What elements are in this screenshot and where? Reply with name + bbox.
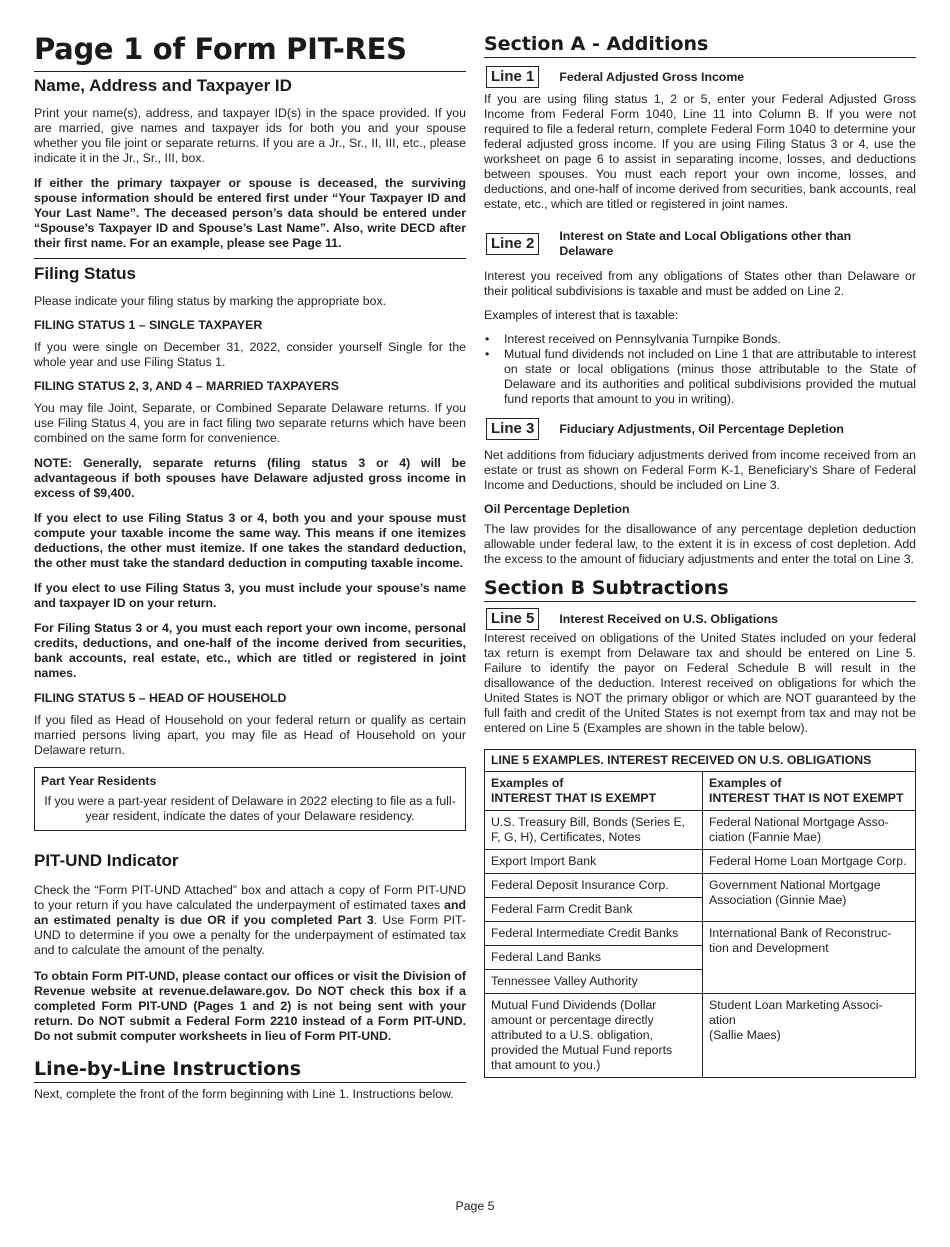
exempt-cell: Mutual Fund Dividends (Dollar amount or percentage directly attributed to a U.S. obligation, provided the Mutual Fund reports that amount to you.) xyxy=(485,994,703,1078)
column-header-exempt-line2: INTEREST THAT IS EXEMPT xyxy=(491,791,657,805)
line2-header xyxy=(486,229,916,259)
deceased-note: If either the primary taxpayer or spouse is deceased, the surviving spouse information should be entered first under “Your Taxpayer ID and Your Last Name”. The deceased person’s data should be entered under “Spouse’s Taxpayer ID and Spouse’s Last Name”. Also, write DECD after their first name. For an example, please see Page 11. xyxy=(34,176,466,250)
exempt-cell: Tennessee Valley Authority xyxy=(485,970,703,994)
line5-text: Interest received on obligations of the United States included on your federal tax return is exempt from Delaware tax and should be entered on Line 5. Failure to identify the payor on Federal Schedule B will result in the disallowance of the deduction. Interest received on obligations for which the United States is NOT the primary obligor or which are NOT guaranteed by the full faith and credit of the United States is not exempt from tax and may not be entered on Line 5 (Examples are shown in the table below). xyxy=(484,631,916,735)
line2-examples-intro: Examples of interest that is taxable: xyxy=(484,308,679,322)
part-year-text: If you were a part-year resident of Delaware in 2022 electing to file as a full-year resident, indicate the dates of your Delaware residency. xyxy=(44,794,456,823)
line1-box: Line 1 xyxy=(486,66,539,88)
pit-und-text-a: Check the “Form PIT-UND Attached” box and attach a copy of Form PIT-UND to your return if you have calculated the underpayment of estimated taxes xyxy=(34,883,466,912)
section-a-heading: Section A - Additions xyxy=(484,33,916,58)
line5-examples-table xyxy=(484,749,916,1078)
line2-text: Interest you received from any obligations of States other than Delaware or their political subdivisions is taxable and must be added on Line 2. xyxy=(484,269,916,298)
list-item: • Interest received on Pennsylvania Turnpike Bonds. xyxy=(504,332,916,347)
not-exempt-cell: Federal National Mortgage Asso-ciation (Fannie Mae) xyxy=(703,811,916,850)
line5-box: Line 5 xyxy=(486,608,539,630)
exempt-cell: U.S. Treasury Bill, Bonds (Series E, F, G, H), Certificates, Notes xyxy=(485,811,703,850)
note-separate-returns: NOTE: Generally, separate returns (filing status 3 or 4) will be advantageous if both spouses have Delaware adjusted gross income in excess of $9,400. xyxy=(34,456,466,500)
not-exempt-cell-line1: Student Loan Marketing Associ-ation xyxy=(709,998,883,1027)
pit-und-text xyxy=(34,883,466,958)
line2-title: Interest on State and Local Obligations other than Delaware xyxy=(559,229,852,258)
name-address-heading: Name, Address and Taxpayer ID xyxy=(34,76,292,95)
fs234-heading: FILING STATUS 2, 3, AND 4 – MARRIED TAXPAYERS xyxy=(34,379,339,393)
right-column xyxy=(484,0,916,1078)
page-title: Page 1 of Form PIT-RES xyxy=(34,32,407,66)
filing-status-intro: Please indicate your filing status by marking the appropriate box. xyxy=(34,294,387,308)
page-number: Page 5 xyxy=(455,1199,495,1213)
section-b-heading: Section B Subtractions xyxy=(484,577,916,602)
exempt-cell: Export Import Bank xyxy=(485,850,703,874)
column-header-exempt-line1: Examples of xyxy=(491,776,564,790)
not-exempt-cell: Government National Mortgage Association (Ginnie Mae) xyxy=(703,874,916,922)
line1-title: Federal Adjusted Gross Income xyxy=(559,69,745,84)
pit-und-text-c: . Use Form PIT-UND to determine if you owe a penalty for the underpayment of estimated tax and to calculate the amount of the penalty. xyxy=(34,913,466,957)
exempt-cell: Federal Intermediate Credit Banks xyxy=(485,922,703,946)
list-item: • Mutual fund dividends not included on Line 1 that are attributable to interest on state or local obligations (minus those attributable to the State of Delaware and its authorities and political subdivisions provided the mutual fund reports that amount to you in writing). xyxy=(504,347,916,407)
column-header-not-exempt xyxy=(703,772,916,811)
line3-box: Line 3 xyxy=(486,418,539,440)
exempt-cell: Federal Land Banks xyxy=(485,946,703,970)
table-row xyxy=(485,874,916,898)
table-row xyxy=(485,850,916,874)
oil-depletion-text: The law provides for the disallowance of any percentage depletion deduction allowable under federal law, to the extent it is in excess of cost depletion. Add the excess to the amount of fiduciary adjustments and enter the total on Line 3. xyxy=(484,522,916,566)
line5-header xyxy=(486,608,916,630)
table-row xyxy=(485,994,916,1078)
not-exempt-cell: International Bank of Reconstruc-tion and Development xyxy=(703,922,916,994)
divider xyxy=(34,258,466,259)
not-exempt-cell: Federal Home Loan Mortgage Corp. xyxy=(703,850,916,874)
line5-title: Interest Received on U.S. Obligations xyxy=(559,611,779,626)
fs5-text: If you filed as Head of Household on your federal return or qualify as certain married persons living apart, you may file as Head of Household on your Delaware return. xyxy=(34,713,466,757)
line3-header xyxy=(486,418,916,440)
line1-text: If you are using filing status 1, 2 or 5, enter your Federal Adjusted Gross Income from Federal Form 1040, Line 11 into Column B. If you were not required to file a federal return, complete Federal Form 1040 to determine your federal adjusted gross income. If you are using Filing Status 3 or 4, use the worksheet on page 6 to assist in separating income, losses, and deductions between spouses. You must each report your own income, losses, and deductions, and one-half of income derived from securities, bank accounts, real estate, etc., which are titled or registered in joint names. xyxy=(484,92,916,211)
table-header-row xyxy=(485,772,916,811)
table-row xyxy=(485,811,916,850)
part-year-box xyxy=(34,767,466,831)
pit-und-text-bold: and an estimated penalty is due OR if you completed Part 3 xyxy=(34,898,466,927)
line1-header xyxy=(486,66,916,88)
not-exempt-cell xyxy=(703,994,916,1078)
name-address-text: Print your name(s), address, and taxpayer ID(s) in the space provided. If you are married, give names and taxpayer ids for both you and your spouse whether you file joint or separate returns. If you are a Jr., Sr., II, III, etc., please indicate it in the Jr., Sr., III, box. xyxy=(34,106,466,165)
oil-depletion-heading: Oil Percentage Depletion xyxy=(484,502,630,516)
fs1-heading: FILING STATUS 1 – SINGLE TAXPAYER xyxy=(34,318,263,332)
not-exempt-cell-line2: (Sallie Maes) xyxy=(709,1028,781,1042)
line2-box: Line 2 xyxy=(486,233,539,255)
pit-und-heading: PIT-UND Indicator xyxy=(34,851,179,870)
table-caption-row xyxy=(485,750,916,772)
part-year-title: Part Year Residents xyxy=(41,774,157,788)
column-header-not-exempt-line1: Examples of xyxy=(709,776,782,790)
note-joint-income: For Filing Status 3 or 4, you must each report your own income, personal credits, deductions, and one-half of the income derived from securities, bank accounts, real estate, etc., which are titled or registered in joint names. xyxy=(34,621,466,680)
note-itemize: If you elect to use Filing Status 3 or 4, both you and your spouse must compute your taxable income the same way. This means if one itemizes deductions, the other must itemize. If one takes the standard deduction, the other must take the standard deduction in computing taxable income. xyxy=(34,511,466,570)
left-column xyxy=(34,0,466,1102)
column-header-not-exempt-line2: INTEREST THAT IS NOT EXEMPT xyxy=(709,791,904,805)
line3-text: Net additions from fiduciary adjustments derived from income received from an estate or trust as shown on Federal Form K-1, Beneficiary’s Share of Federal Income and Deductions, should be included on Line 3. xyxy=(484,448,916,492)
note-spouse-id: If you elect to use Filing Status 3, you must include your spouse’s name and taxpayer ID on your return. xyxy=(34,581,466,610)
column-header-exempt xyxy=(485,772,703,811)
exempt-cell: Federal Deposit Insurance Corp. xyxy=(485,874,703,898)
line2-examples-list xyxy=(484,332,916,407)
filing-status-heading: Filing Status xyxy=(34,264,136,283)
pit-und-obtain-note: To obtain Form PIT-UND, please contact our offices or visit the Division of Revenue website at revenue.delaware.gov. Do NOT check this box if a completed Form PIT-UND (Pages 1 and 2) is not being sent with your return. Do NOT submit a Federal Form 2210 instead of a Form PIT-UND. Do not submit computer worksheets in lieu of Form PIT-UND. xyxy=(34,969,466,1043)
exempt-cell: Federal Farm Credit Bank xyxy=(485,898,703,922)
divider xyxy=(34,71,466,72)
fs234-text: You may file Joint, Separate, or Combined Separate Delaware returns. If you use Filing Status 4, you are in fact filing two separate returns which have been combined on the same form for convenience. xyxy=(34,401,466,445)
line-by-line-heading: Line-by-Line Instructions xyxy=(34,1058,466,1083)
fs1-text: If you were single on December 31, 2022, consider yourself Single for the whole year and use Filing Status 1. xyxy=(34,340,466,369)
fs5-heading: FILING STATUS 5 – HEAD OF HOUSEHOLD xyxy=(34,691,287,705)
table-row xyxy=(485,922,916,946)
table-caption: LINE 5 EXAMPLES. INTEREST RECEIVED ON U.S. OBLIGATIONS xyxy=(485,750,916,772)
line-by-line-text: Next, complete the front of the form beginning with Line 1. Instructions below. xyxy=(34,1087,454,1101)
line3-title: Fiduciary Adjustments, Oil Percentage Depletion xyxy=(559,421,844,436)
